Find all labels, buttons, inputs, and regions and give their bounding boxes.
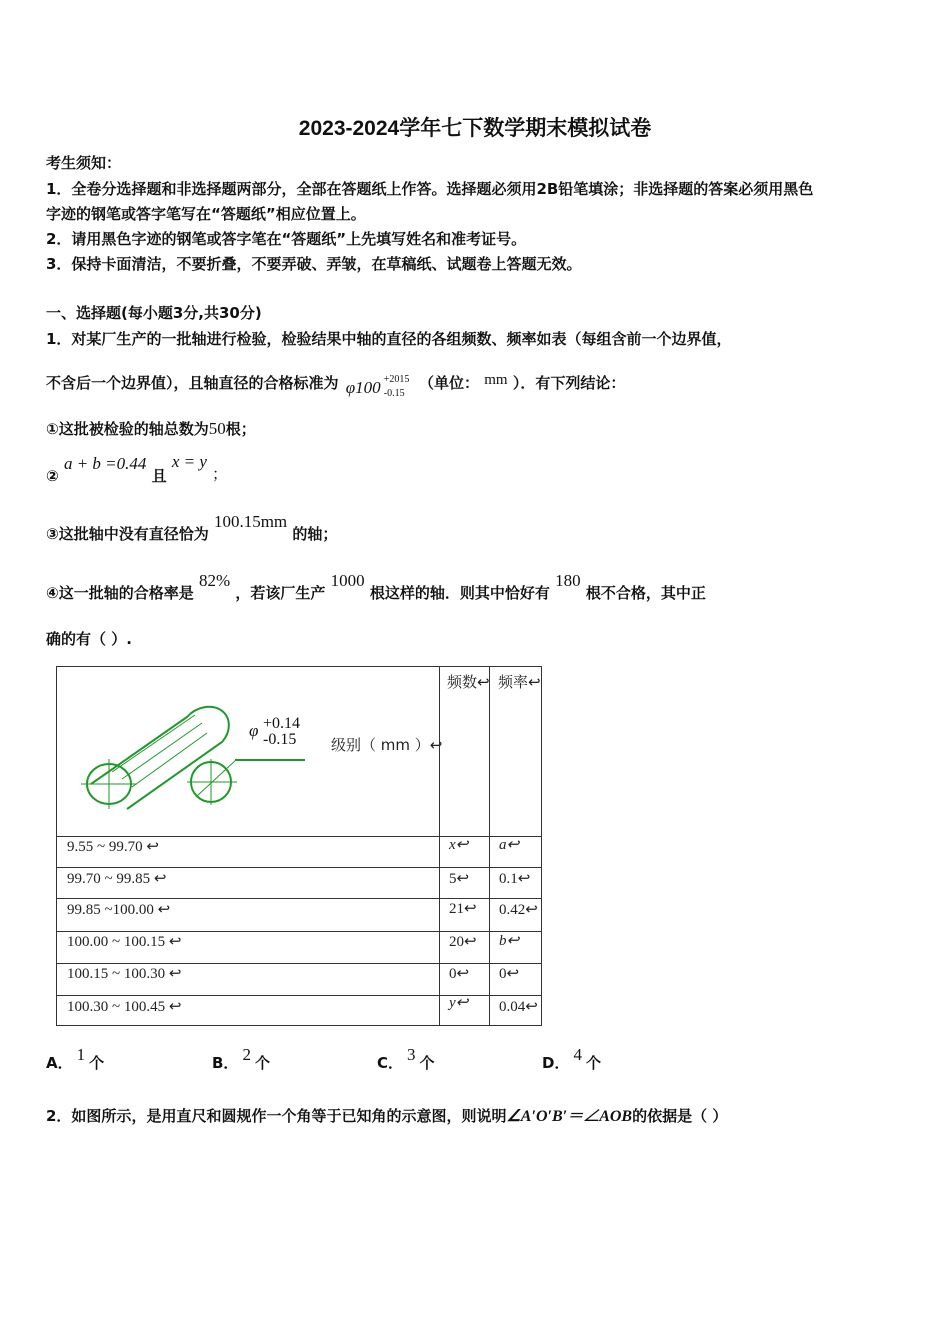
- notice-item-2: 2．请用黑色字迹的钢笔或答字笔在“答题纸”上先填写姓名和准考证号。: [46, 230, 527, 248]
- choice-a-unit: 个: [89, 1054, 105, 1072]
- table-row-3-rate: 0.42↩: [499, 902, 538, 918]
- table-row-5-count: 0↩: [449, 966, 470, 982]
- q1-line2-text-c: ）．有下列结论：: [512, 374, 626, 392]
- notice-heading: 考生须知：: [46, 154, 122, 172]
- notice-item-1-cont: 字迹的钢笔或答字笔写在“答题纸”相应位置上。: [46, 205, 366, 223]
- s3-text-a: ③这批轴中没有直径恰为: [46, 525, 209, 543]
- notice-item-1: 1．全卷分选择题和非选择题两部分，全部在答题纸上作答。选择题必须用2B铅笔填涂；非选择题的答案必须用黑色: [46, 180, 814, 198]
- table-row-6-count: y↩: [449, 995, 469, 1011]
- q2-text-a: 2．如图所示，是用直尺和圆规作一个角等于已知角的示意图，则说明: [46, 1107, 507, 1125]
- s4-text-a: ④这一批轴的合格率是: [46, 584, 194, 602]
- s4-text-b: ，若该厂生产: [235, 584, 326, 602]
- freq-header: 频数↩: [447, 673, 490, 691]
- choice-b[interactable]: [212, 1045, 270, 1073]
- figure-phi: φ: [249, 721, 259, 740]
- table-row-4-count: 20↩: [449, 934, 477, 950]
- choice-b-num: 2: [242, 1045, 251, 1064]
- s4-text-d: 根不合格，其中正: [585, 584, 706, 602]
- s1-text-a: ①这批被检验的轴总数为: [46, 420, 209, 438]
- choice-a-num: 1: [76, 1045, 86, 1064]
- choice-a-letter: A．: [46, 1054, 73, 1072]
- s4-total: 1000: [330, 571, 365, 590]
- cylinder-shade-line: [122, 723, 202, 779]
- s3-text-b: 的轴；: [292, 525, 338, 543]
- s4-text-c: 根这样的轴．则其中恰好有: [369, 584, 550, 602]
- choice-c[interactable]: [377, 1045, 435, 1073]
- choice-c-unit: 个: [419, 1054, 435, 1072]
- q1-unit: mm: [484, 372, 508, 388]
- rate-header: 频率↩: [498, 673, 541, 691]
- q1-standard-lower: -0.15: [383, 388, 405, 399]
- s2-expr2: x = y: [171, 452, 207, 471]
- q1-line2-text-b: （单位：: [418, 374, 479, 392]
- table-row-4-rate: b↩: [499, 933, 520, 949]
- col-divider-1: [439, 667, 440, 1025]
- row-divider-5: [57, 995, 541, 996]
- q1-statement-3: [46, 512, 338, 544]
- choice-d-unit: 个: [585, 1054, 601, 1072]
- s2-and: 且: [151, 467, 167, 485]
- q2-line: [46, 1103, 727, 1126]
- figure-lower-tol: -0.15: [263, 731, 297, 748]
- table-row-3-range: 99.85 ~100.00 ↩: [67, 902, 171, 918]
- notice-item-3: 3．保持卡面清洁，不要折叠，不要弄破、弄皱，在草稿纸、试题卷上答题无效。: [46, 255, 582, 273]
- col-divider-2: [489, 667, 490, 1025]
- q1-standard-upper: +2015: [383, 374, 410, 385]
- choice-d-letter: D．: [542, 1054, 570, 1072]
- table-row-1-count: x↩: [449, 837, 469, 853]
- q1-line2: [46, 372, 626, 399]
- s3-diameter: 100.15mm: [213, 512, 288, 531]
- q1-standard-base: φ100: [345, 378, 381, 397]
- page-title: 2023-2024学年七下数学期末模拟试卷: [298, 117, 652, 140]
- s1-text-b: 根；: [225, 420, 256, 438]
- s2-expr1: a + b =0.44: [63, 454, 147, 473]
- cylinder-body: [91, 707, 229, 809]
- table-row-2-range: 99.70 ~ 99.85 ↩: [67, 871, 167, 887]
- table-row-5-range: 100.15 ~ 100.30 ↩: [67, 966, 182, 982]
- table-row-6-rate: 0.04↩: [499, 999, 538, 1015]
- s2-end: ；: [212, 465, 228, 483]
- table-row-5-rate: 0↩: [499, 966, 520, 982]
- table-row-2-count: 5↩: [449, 871, 470, 887]
- table-row-4-range: 100.00 ~ 100.15 ↩: [67, 934, 182, 950]
- q1-statement-4: [46, 571, 706, 603]
- row-divider-1: [57, 867, 541, 868]
- choice-d[interactable]: [542, 1045, 601, 1073]
- frequency-table: [56, 666, 542, 1026]
- table-row-2-rate: 0.1↩: [499, 871, 531, 887]
- q1-line2-text-a: 不含后一个边界值），且轴直径的合格标准为: [46, 374, 339, 392]
- table-row-6-range: 100.30 ~ 100.45 ↩: [67, 999, 182, 1015]
- s2-marker: ②: [46, 467, 59, 485]
- shaft-cylinder-figure: [77, 687, 337, 812]
- s1-total: 50: [208, 419, 226, 438]
- q2-angle-expr: ∠A′O′B′＝∠AOB: [506, 1108, 633, 1125]
- cylinder-shade-line: [112, 715, 195, 772]
- q1-statement-2: [46, 452, 228, 486]
- s4-rate: 82%: [198, 571, 231, 590]
- choice-a[interactable]: [46, 1045, 105, 1073]
- choice-c-letter: C．: [377, 1054, 404, 1072]
- group-label: 级别（ mm ）↩: [331, 736, 443, 754]
- choice-c-num: 3: [407, 1045, 416, 1064]
- section-heading: 一、选择题(每小题3分,共30分): [46, 304, 262, 322]
- choice-d-num: 4: [573, 1045, 582, 1064]
- q1-line-end: 确的有（ ）.: [46, 630, 132, 648]
- q2-text-b: 的依据是（ ）: [632, 1107, 728, 1125]
- table-row-1-rate: a↩: [499, 837, 520, 853]
- s4-bad-count: 180: [555, 571, 581, 590]
- choice-b-unit: 个: [254, 1054, 270, 1072]
- q1-line1: 1．对某厂生产的一批轴进行检验，检验结果中轴的直径的各组频数、频率如表（每组含前一个边界值，: [46, 330, 732, 348]
- table-row-1-range: 9.55 ~ 99.70 ↩: [67, 839, 159, 855]
- q1-statement-1: [46, 418, 256, 439]
- figure-upper-tol: +0.14: [263, 715, 301, 732]
- table-row-3-count: 21↩: [449, 901, 477, 917]
- choice-b-letter: B．: [212, 1054, 239, 1072]
